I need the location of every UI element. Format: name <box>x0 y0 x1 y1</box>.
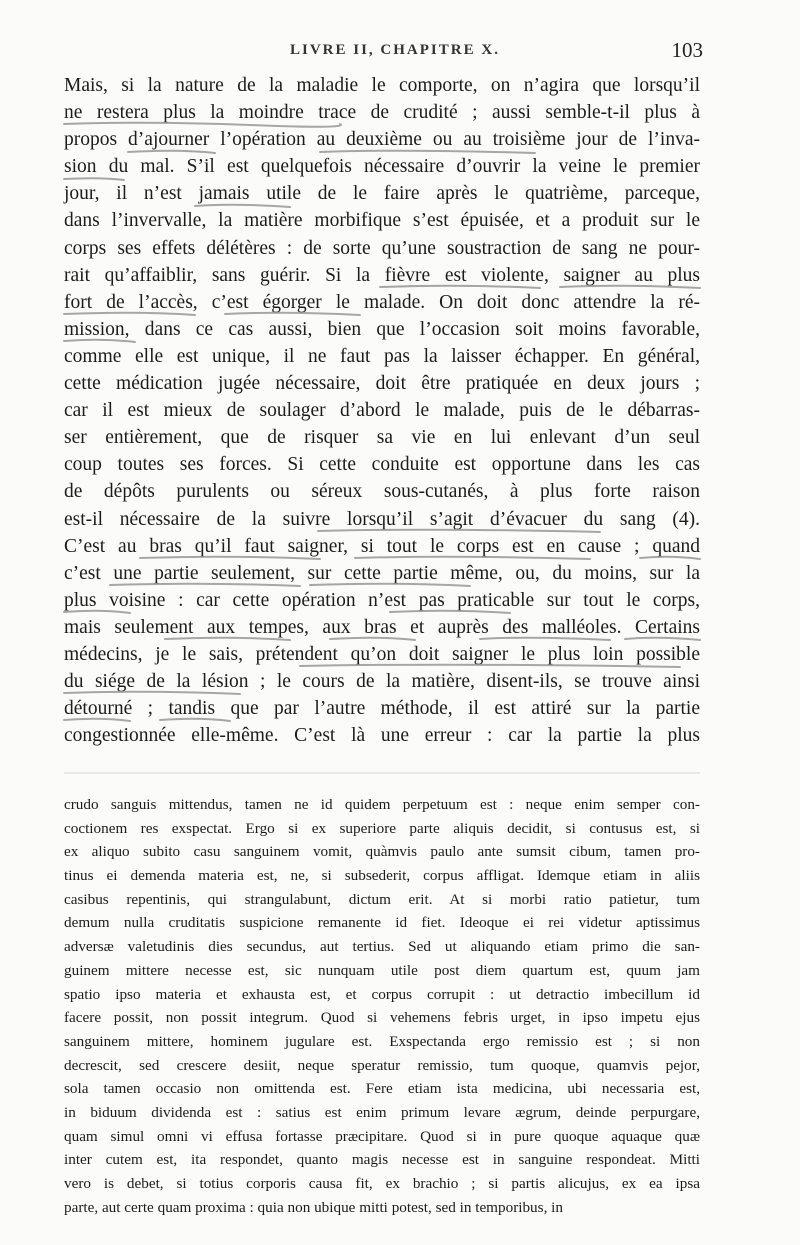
page-header <box>0 40 800 64</box>
text-line: est-il nécessaire de la suivre lorsqu’il s’agit d’évacuer du sang (4). <box>64 508 700 530</box>
footnote-line: parte, aut certe quam proxima : quia non ubique mitti potest, sed in temporibus, in <box>64 1198 563 1216</box>
text-line: corps ses effets délétères : de sorte qu’une soustraction de sang ne pour- <box>64 237 700 259</box>
text-line: ne restera plus la moindre trace de crudité ; aussi semble-t-il plus à <box>64 102 700 124</box>
text-line: rait qu’affaiblir, sans guérir. Si la fièvre est violente, saigner au plus <box>64 264 700 286</box>
text-line: sion du mal. S’il est quelquefois nécessaire d’ouvrir la veine le premier <box>64 156 700 178</box>
footnote-line: inter cutem est, ita respondet, quanto magis necesse est in sanguine respondeat. Mitti <box>64 1151 700 1169</box>
footnote-line: demum nulla cruditatis suspicione remanente id fiet. Ideoque ei rei videtur aptissimus <box>64 914 700 932</box>
text-line: du siége de la lésion ; le cours de la matière, disent-ils, se trouve ainsi <box>64 671 700 693</box>
text-line: coup toutes ses forces. Si cette conduite est opportune dans les cas <box>64 454 700 476</box>
text-line: jour, il n’est jamais utile de le faire après le quatrième, parceque, <box>64 183 700 205</box>
footnote-line: casibus repentinis, qui strangulabunt, dictum erit. At si morbi ratio patietur, tum <box>64 890 700 908</box>
text-line: plus voisine : car cette opération n’est pas praticable sur tout le corps, <box>64 589 700 611</box>
text-line: congestionnée elle-même. C’est là une erreur : car la partie la plus <box>64 725 700 747</box>
footnote-line: adversæ valetudinis dies secundus, aut tertius. Sed ut aliquando etiam primo die san- <box>64 938 700 956</box>
footnote-line: in biduum dividenda est : satius est enim primum levare ægrum, deinde perpurgare, <box>64 1103 700 1121</box>
text-line: mission, dans ce cas aussi, bien que l’occasion soit moins favorable, <box>64 318 700 340</box>
text-line: comme elle est unique, il ne faut pas la laisser échapper. En général, <box>64 345 700 367</box>
footnote-line: spatio ipso materia et exhausta est, et corpus corrupit : ut detractio imbecillum id <box>64 985 700 1003</box>
text-line: fort de l’accès, c’est égorger le malade. On doit donc attendre la ré- <box>64 291 700 313</box>
footnote-separator <box>0 768 800 778</box>
text-line: propos d’ajourner l’opération au deuxième ou au troisième jour de l’inva- <box>64 129 700 151</box>
footnote-line: facere possit, non possit integrum. Quod si vehemens febris urget, in ipso impetu ejus <box>64 1009 700 1027</box>
text-line: cette médication jugée nécessaire, doit être pratiquée en deux jours ; <box>64 373 700 395</box>
text-line: dans l’invervalle, la matière morbifique s’est épuisée, et a produit sur le <box>64 210 700 232</box>
footnote-line: tinus ei demenda materia est, ne, si subsederit, corpus affligat. Idemque etiam in aliis <box>64 867 700 885</box>
footnote-line: quam simul omni vi effusa fortasse præcipitare. Quod si in pure quoque aquaque quæ <box>64 1127 700 1145</box>
text-line: Mais, si la nature de la maladie le comporte, on n’agira que lorsqu’il <box>64 75 700 96</box>
footnote-block <box>64 793 700 1219</box>
footnote-line: decrescit, sed crescere desiit, neque speratur remissio, tum quoque, quamvis pejor, <box>64 1056 700 1074</box>
text-line: ser entièrement, que de risquer sa vie en lui enlevant d’un seul <box>64 427 700 449</box>
text-line: C’est au bras qu’il faut saigner, si tout le corps est en cause ; quand <box>64 535 700 557</box>
main-text-block <box>64 72 700 749</box>
footnote-line: sola tamen occasio non omittenda est. Fere etiam ista medicina, ubi necessaria est, <box>64 1080 700 1098</box>
footnote-line: sanguinem mittere, hominem jugulare est. Exspectanda ergo remissio est ; si non <box>64 1032 700 1050</box>
text-line: mais seulement aux tempes, aux bras et auprès des malléoles. Certains <box>64 616 700 638</box>
footnote-line: ex aliquo subito casu sanguinem vomit, quàmvis paulo ante sumsit cibum, tamen pro- <box>64 843 700 861</box>
running-title: LIVRE II, CHAPITRE X. <box>290 42 500 58</box>
page-number: 103 <box>671 38 703 62</box>
footnote-line: crudo sanguis mittendus, tamen ne id quidem perpetuum est : neque enim semper con- <box>64 796 700 813</box>
text-line: de dépôts purulents ou séreux sous-cutanés, à plus forte raison <box>64 481 700 503</box>
footnote-line: guinem mittere necesse est, sic nunquam utile post diem quartum est, quum jam <box>64 961 700 979</box>
footnote-line: coctionem res exspectat. Ergo si ex superiore parte aliquis decidit, si contusus est, si <box>64 819 700 837</box>
footnote-line: vero is debet, si totius corporis causa fit, ex brachio ; si partis alicujus, ex ea ipsa <box>64 1175 700 1192</box>
text-line: car il est mieux de soulager d’abord le malade, puis de le débarras- <box>64 400 700 422</box>
text-line: médecins, je le sais, prétendent qu’on doit saigner le plus loin possible <box>64 643 700 665</box>
text-line: détourné ; tandis que par l’autre méthode, il est attiré sur la partie <box>64 698 700 720</box>
text-line: c’est une partie seulement, sur cette partie même, ou, du moins, sur la <box>64 562 700 584</box>
